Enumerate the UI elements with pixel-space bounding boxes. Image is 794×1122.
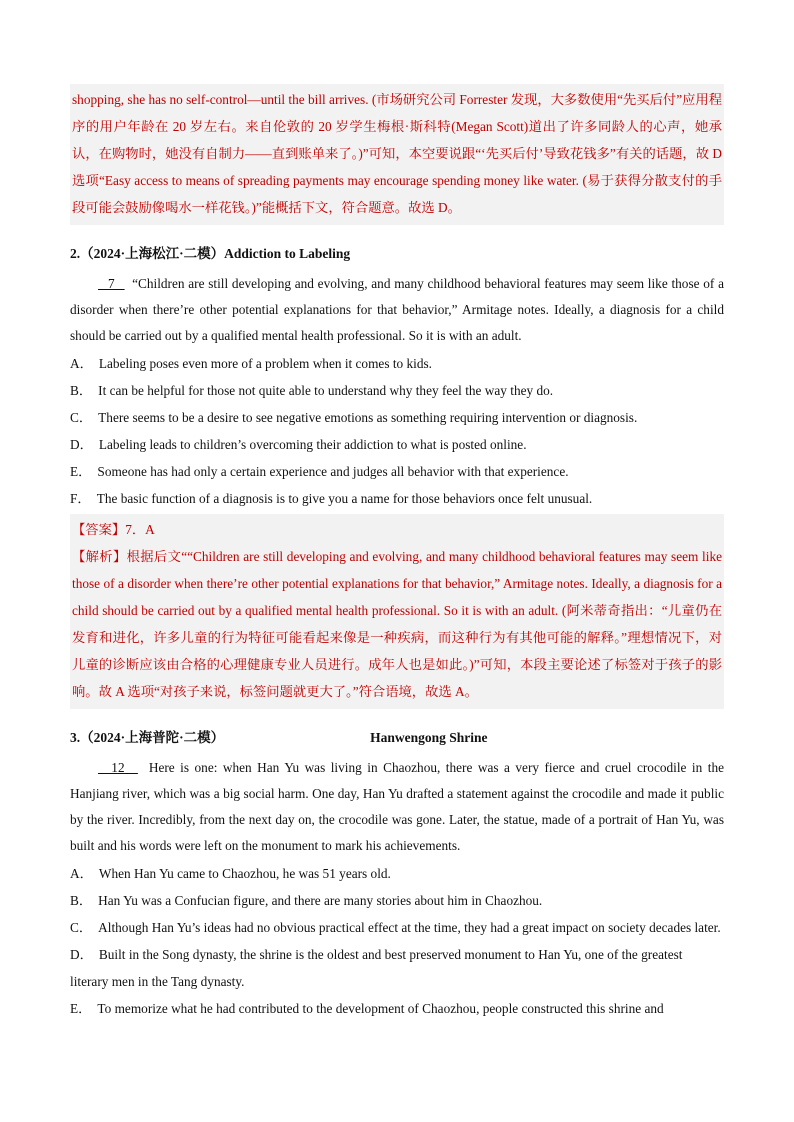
- option-d: D． Labeling leads to children’s overcoming their addiction to what is posted online.: [70, 437, 527, 452]
- question-3-options: [70, 860, 724, 1022]
- option-b: B． Han Yu was a Confucian figure, and there are many stories about him in Chaozhou.: [70, 893, 543, 908]
- explanation-block-1: [70, 84, 724, 225]
- question-3-title: Hanwengong Shrine: [370, 730, 488, 745]
- passage-text: “Children are still developing and evolving, and many childhood behavioral features may seem like those of a disorder when there’re other potential explanations for that behavior,” Armitage notes. Ideally, a diagnosis for a child should be carried out by a qualified mental health professional. So it is with an adult.: [70, 276, 724, 343]
- analysis-label: 【解析】: [72, 549, 127, 564]
- option-b: B． It can be helpful for those not quite able to understand why they feel the way they do.: [70, 383, 554, 398]
- passage-text: Here is one: when Han Yu was living in Chaozhou, there was a very fierce and cruel crocodile in the Hanjiang river, which was a big social harm. One day, Han Yu drafted a statement against the crocodile and made it public by the river. Incredibly, from the next day on, the crocodile was gone. Later, the statue, made of a portrait of Han Yu, was built and his words were left on the monument to mark his achievements.: [70, 760, 724, 853]
- question-3-heading: 3.（2024·上海普陀·二模） Hanwengong Shrine: [70, 730, 488, 745]
- question-2-heading: 2.（2024·上海松江·二模）Addiction to Labeling: [70, 246, 351, 261]
- option-c: C． There seems to be a desire to see negative emotions as something requiring intervention or diagnosis.: [70, 410, 638, 425]
- answer-line: [72, 516, 722, 543]
- answer-block-2: [70, 514, 724, 709]
- question-2-options: [70, 350, 724, 512]
- option-a: A． When Han Yu came to Chaozhou, he was 51 years old.: [70, 866, 391, 881]
- analysis-line: [72, 543, 722, 705]
- analysis-text: 根据后文““Children are still developing and evolving, and many childhood behavioral features may seem like those of a disorder when there’re other potential explanations for that behavior,” Armitage notes. Ideally, a diagnosis for a child should be carried out by a qualified mental health professional. So it is with an adult. (阿米蒂奇指出：“儿童仍在发育和进化，许多儿童的行为特征可能看起来像是一种疾病，而这种行为有其他可能的解释。”理想情况下，对儿童的诊断应该由合格的心理健康专业人员进行。成年人也是如此。)”可知，本段主要论述了标签对于孩子的影响。故 A 选项“对孩子来说，标签问题就更大了。”符合语境，故选 A。: [72, 549, 722, 699]
- question-3-passage: [70, 755, 724, 859]
- option-f: F． The basic function of a diagnosis is to give you a name for those behaviors once felt unusual.: [70, 491, 593, 506]
- option-c: C． Although Han Yu’s ideas had no obvious practical effect at the time, they had a great impact on society decades later.: [70, 920, 721, 935]
- option-e: E． Someone has had only a certain experience and judges all behavior with that experience.: [70, 464, 569, 479]
- blank-7: 7: [98, 276, 125, 291]
- blank-12: 12: [98, 760, 138, 775]
- option-d: D． Built in the Song dynasty, the shrine is the oldest and best preserved monument to Han Yu, one of the greatest literary men in the Tang dynasty.: [70, 947, 683, 989]
- question-2-passage: [70, 271, 724, 349]
- explanation-text: shopping, she has no self-control—until the bill arrives. (市场研究公司 Forrester 发现，大多数使用“先买后付”应用程序的用户年龄在 20 岁左右。来自伦敦的 20 岁学生梅根·斯科特(Megan Scott)道出了许多同龄人的心声，她承认，在购物时，她没有自制力——直到账单来了。)”可知，本空要说跟“‘先买后付’导致花钱多”有关的话题，故 D 选项“Easy access to means of spreading payments may encourage spending money like water. (易于获得分散支付的手段可能会鼓励像喝水一样花钱。)”能概括下文，符合题意。故选 D。: [72, 92, 722, 215]
- document-page: [70, 84, 724, 1022]
- option-a: A． Labeling poses even more of a problem when it comes to kids.: [70, 356, 432, 371]
- answer-label: 【答案】: [72, 522, 126, 537]
- answer-value: 7．A: [125, 522, 155, 537]
- option-e: E． To memorize what he had contributed to the development of Chaozhou, people constructed this shrine and: [70, 1001, 664, 1016]
